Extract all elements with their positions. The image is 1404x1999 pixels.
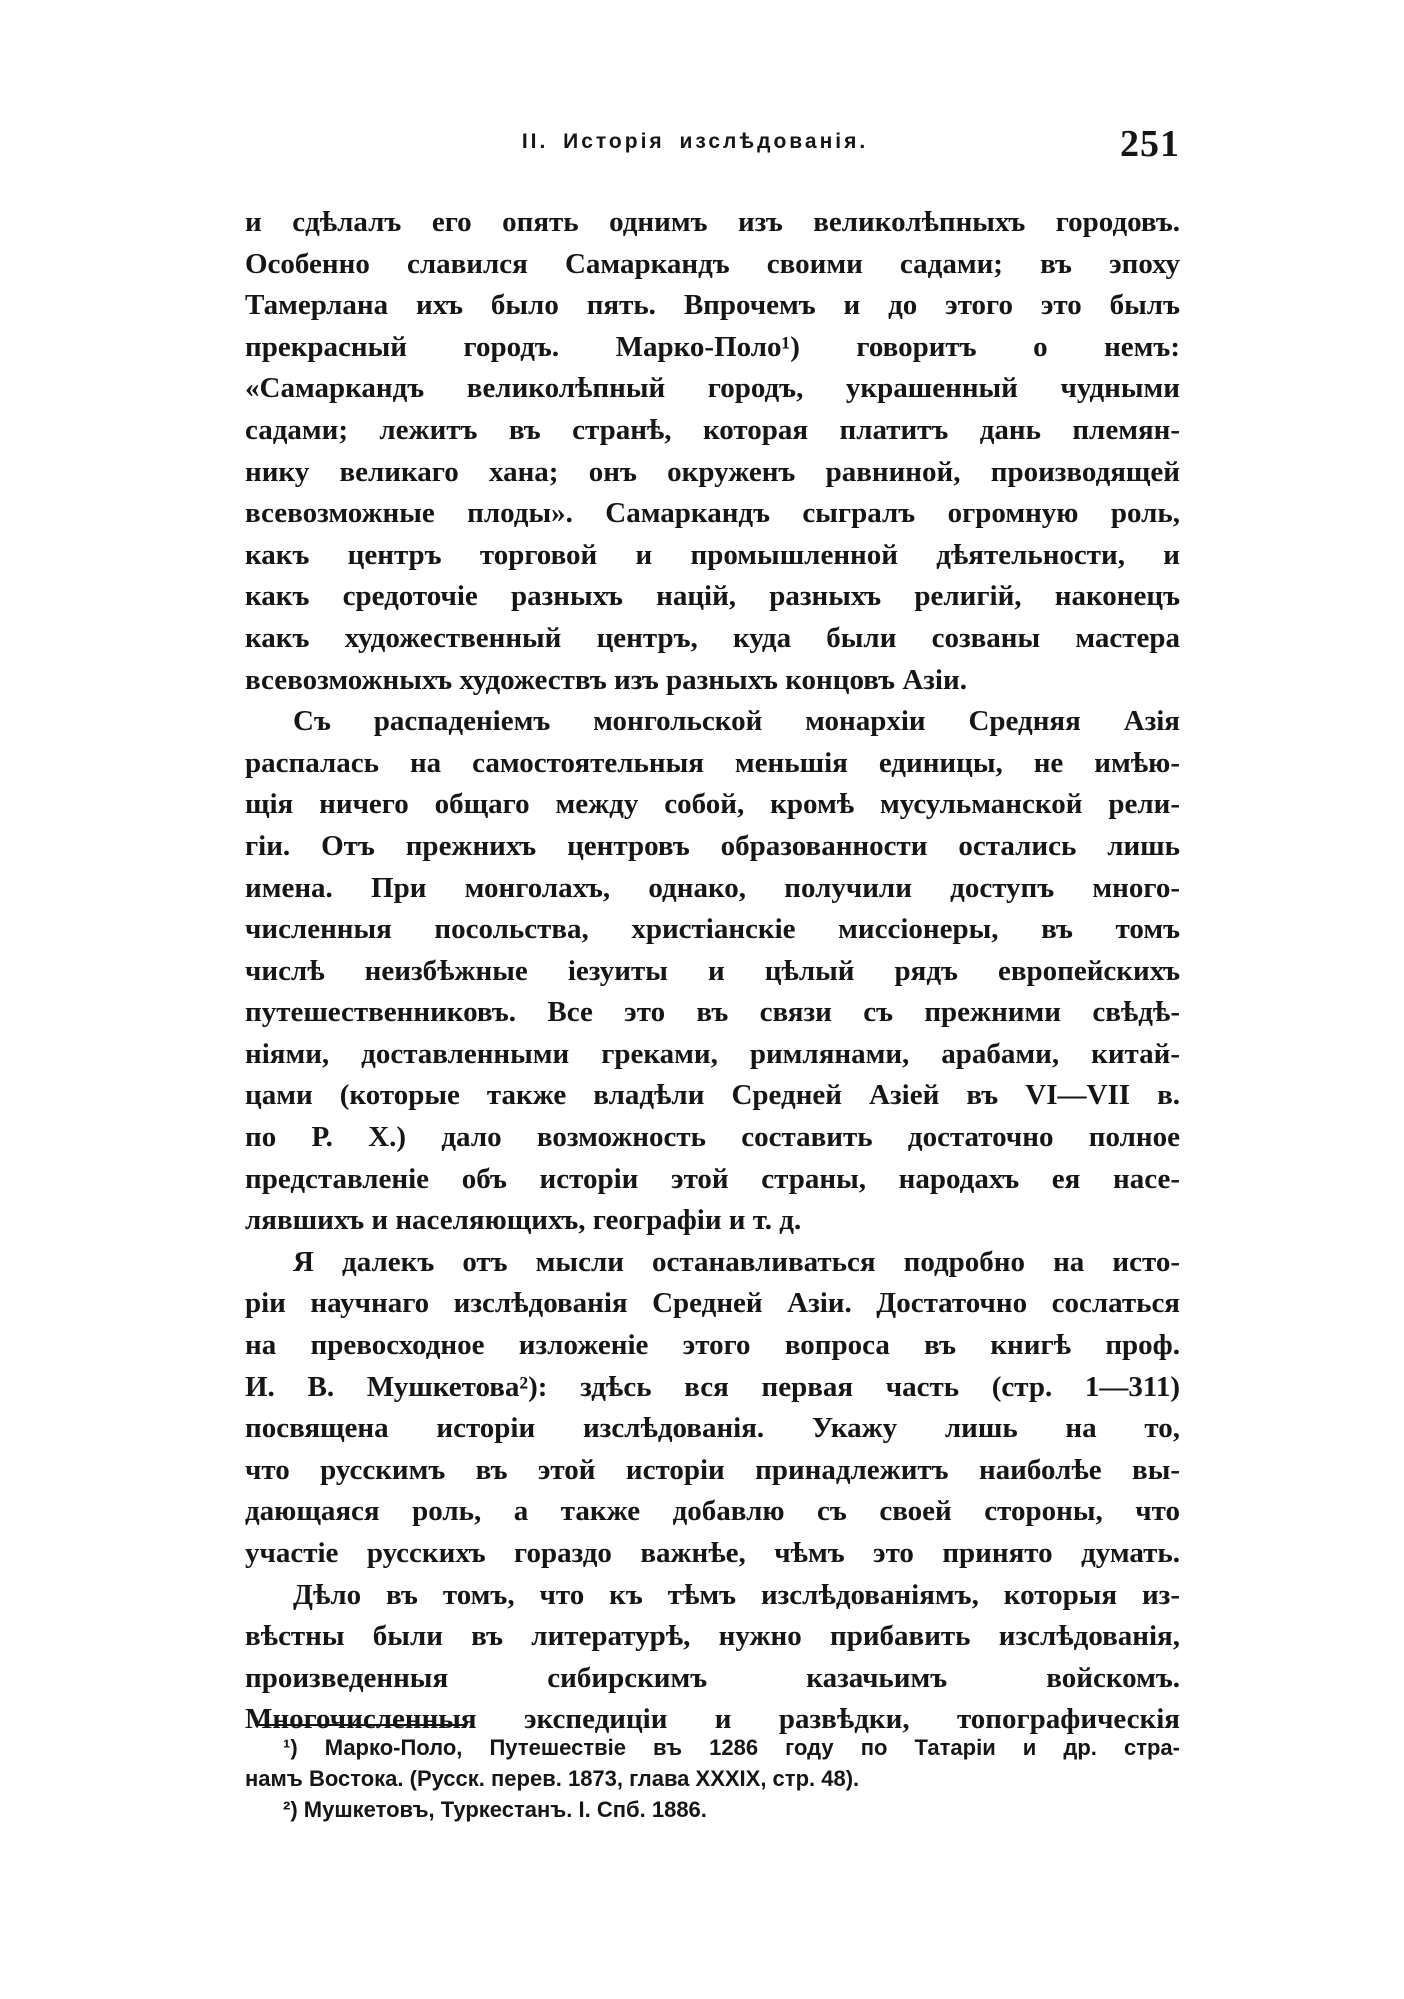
text-line: вѣстны были въ литературѣ, нужно прибавить изслѣдованія, bbox=[245, 1620, 1180, 1653]
text-line: Тамерлана ихъ было пять. Впрочемъ и до этого это былъ bbox=[245, 289, 1180, 322]
footnote-1-line: намъ Востока. (Русск. перев. 1873, глава XXXIX, стр. 48). bbox=[245, 1766, 860, 1791]
text-line: Многочисленныя экспедиціи и развѣдки, топографическія bbox=[245, 1703, 1180, 1736]
text-line: участіе русскихъ гораздо важнѣе, чѣмъ это принято думать. bbox=[245, 1537, 1180, 1569]
text-line: лявшихъ и населяющихъ, географіи и т. д. bbox=[245, 1204, 802, 1237]
text-line: числѣ неизбѣжные іезуиты и цѣлый рядъ европейскихъ bbox=[245, 954, 1180, 987]
text-line: посвящена исторіи изслѣдованія. Укажу лишь на то, bbox=[245, 1412, 1180, 1445]
text-line: и сдѣлалъ его опять однимъ изъ великолѣпныхъ городовъ. bbox=[245, 206, 1180, 238]
footnotes bbox=[245, 1732, 1180, 1825]
text-line: Особенно славился Самаркандъ своими садами; въ эпоху bbox=[245, 247, 1180, 280]
text-line: по Р. Х.) дало возможность составить достаточно полное bbox=[245, 1121, 1180, 1154]
running-head bbox=[250, 122, 1180, 166]
text-line: численныя посольства, христіанскіе миссіонеры, въ томъ bbox=[245, 913, 1180, 946]
text-line: «Самаркандъ великолѣпный городъ, украшенный чудными bbox=[245, 372, 1180, 405]
text-line: ніями, доставленными греками, римлянами, арабами, китай- bbox=[245, 1037, 1180, 1070]
text-line: имена. При монголахъ, однако, получили доступъ много- bbox=[245, 871, 1180, 904]
text-line: какъ художественный центръ, куда были созваны мастера bbox=[245, 621, 1180, 654]
text-line: какъ центръ торговой и промышленной дѣятельности, и bbox=[245, 538, 1180, 571]
footnote-2-line: ²) Мушкетовъ, Туркестанъ. I. Спб. 1886. bbox=[283, 1797, 707, 1822]
text-line: дающаяся роль, а также добавлю съ своей стороны, что bbox=[245, 1495, 1180, 1528]
text-line: цами (которые также владѣли Средней Азіей въ VI—VII в. bbox=[245, 1079, 1180, 1112]
paragraph-start-line: Съ распаденіемъ монгольской монархіи Средняя Азія bbox=[293, 705, 1180, 738]
text-line: путешественниковъ. Все это въ связи съ прежними свѣдѣ- bbox=[245, 996, 1180, 1029]
text-line: садами; лежитъ въ странѣ, которая платитъ дань племян- bbox=[245, 413, 1180, 446]
text-line: нику великаго хана; онъ окруженъ равниной, производящей bbox=[245, 455, 1180, 488]
text-line: И. В. Мушкетова²): здѣсь вся первая часть (стр. 1—311) bbox=[245, 1370, 1180, 1403]
text-line: прекрасный городъ. Марко-Поло¹) говоритъ о немъ: bbox=[245, 330, 1180, 363]
page-number: 251 bbox=[1120, 123, 1180, 165]
text-line: произведенныя сибирскимъ казачьимъ войскомъ. bbox=[245, 1661, 1180, 1694]
text-line: всевозможные плоды». Самаркандъ сыгралъ огромную роль, bbox=[245, 497, 1180, 530]
paragraph-start-line: Дѣло въ томъ, что къ тѣмъ изслѣдованіямъ, которыя из- bbox=[293, 1578, 1180, 1611]
text-line: распалась на самостоятельныя меньшія единицы, не имѣю- bbox=[245, 746, 1180, 779]
text-line: щія ничего общаго между собой, кромѣ мусульманской рели- bbox=[245, 788, 1180, 821]
chapter-title: II. Исторія изслѣдованія. bbox=[521, 130, 869, 153]
text-line: всевозможныхъ художествъ изъ разныхъ концовъ Азіи. bbox=[245, 663, 967, 696]
text-line: какъ средоточіе разныхъ націй, разныхъ религій, наконецъ bbox=[245, 580, 1180, 613]
text-line: на превосходное изложеніе этого вопроса въ книгѣ проф. bbox=[245, 1329, 1180, 1362]
text-line: представленіе объ исторіи этой страны, народахъ ея насе- bbox=[245, 1162, 1180, 1195]
text-line: ріи научнаго изслѣдованія Средней Азіи. Достаточно сослаться bbox=[245, 1287, 1180, 1320]
footnote-divider bbox=[255, 1724, 465, 1726]
main-text bbox=[245, 202, 1180, 1741]
text-line: что русскимъ въ этой исторіи принадлежитъ наиболѣе вы- bbox=[245, 1453, 1180, 1486]
paragraph-start-line: Я далекъ отъ мысли останавливаться подробно на исто- bbox=[293, 1245, 1180, 1278]
footnote-1-line: ¹) Марко-Поло, Путешествіе въ 1286 году по Татаріи и др. стра- bbox=[283, 1735, 1180, 1760]
text-line: гіи. Отъ прежнихъ центровъ образованности остались лишь bbox=[245, 829, 1180, 862]
